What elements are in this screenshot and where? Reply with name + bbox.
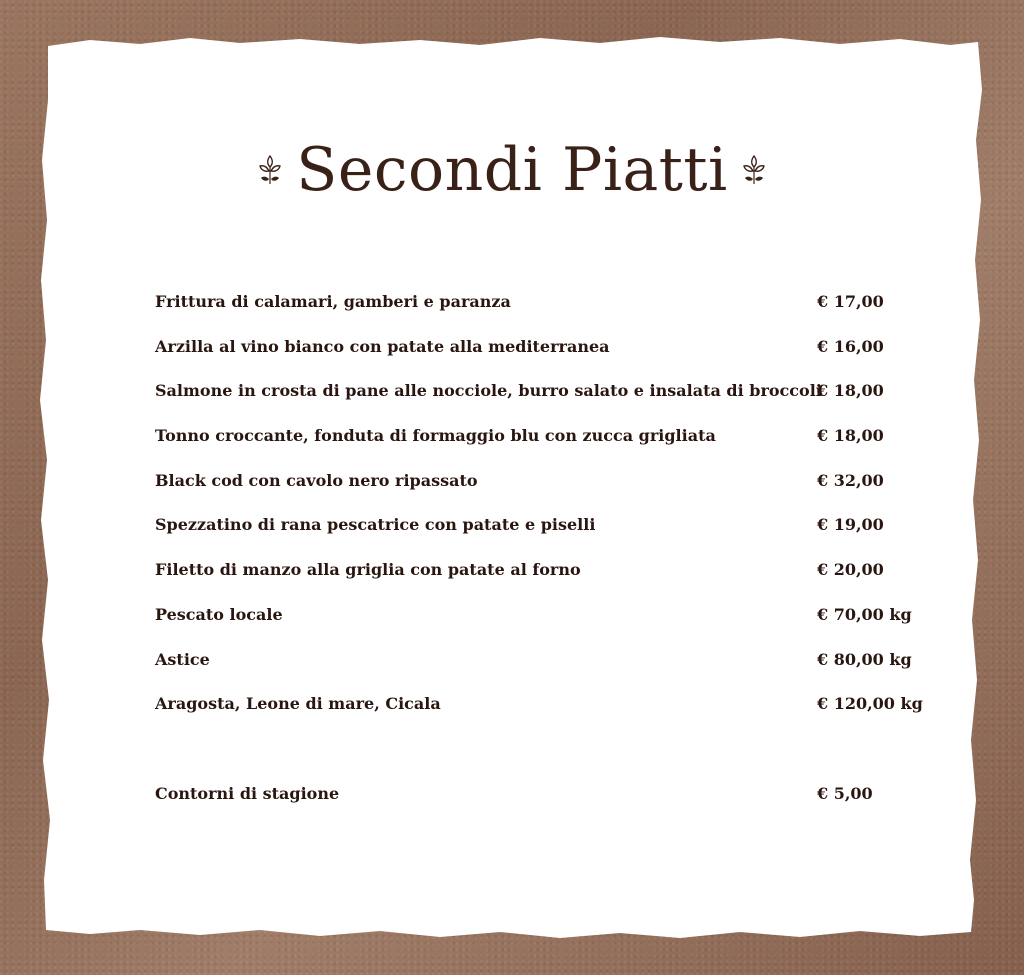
dish-name: Spezzatino di rana pescatrice con patate e piselli [155, 515, 596, 535]
menu-item [155, 692, 935, 737]
dish-name: Arzilla al vino bianco con patate alla mediterranea [155, 336, 610, 356]
dish-price: € 32,00 [817, 470, 884, 490]
section-spacer [155, 737, 935, 782]
menu-list [155, 290, 935, 827]
menu-item [155, 424, 935, 469]
dish-name: Salmone in crosta di pane alle nocciole, burro salato e insalata di broccoli [155, 381, 822, 401]
menu-item [155, 648, 935, 693]
leaf-sprig-icon [738, 152, 770, 188]
dish-name: Tonno croccante, fonduta di formaggio blu con zucca grigliata [155, 426, 716, 446]
sides-price: € 5,00 [817, 783, 873, 803]
menu-item [155, 513, 935, 558]
leaf-sprig-icon [254, 152, 286, 188]
menu-header [0, 130, 1024, 210]
dish-price: € 80,00 kg [817, 649, 912, 669]
dish-name: Filetto di manzo alla griglia con patate al forno [155, 560, 581, 580]
dish-name: Aragosta, Leone di mare, Cicala [155, 694, 441, 714]
dish-name: Black cod con cavolo nero ripassato [155, 470, 478, 490]
dish-price: € 17,00 [817, 292, 884, 311]
dish-name: Pescato locale [155, 604, 283, 624]
dish-name: Frittura di calamari, gamberi e paranza [155, 292, 511, 311]
dish-price: € 18,00 [817, 426, 884, 446]
page-title: Secondi Piatti [296, 135, 728, 205]
menu-item [155, 379, 935, 424]
menu-item [155, 290, 935, 335]
dish-price: € 70,00 kg [817, 604, 912, 624]
sides-item [155, 782, 935, 827]
menu-item [155, 558, 935, 603]
dish-price: € 20,00 [817, 560, 884, 580]
dish-price: € 120,00 kg [817, 694, 923, 714]
dish-price: € 18,00 [817, 381, 884, 401]
dish-name: Astice [155, 649, 210, 669]
menu-item [155, 469, 935, 514]
dish-price: € 16,00 [817, 336, 884, 356]
menu-item [155, 603, 935, 648]
sides-name: Contorni di stagione [155, 783, 340, 803]
menu-item [155, 335, 935, 380]
dish-price: € 19,00 [817, 515, 884, 535]
